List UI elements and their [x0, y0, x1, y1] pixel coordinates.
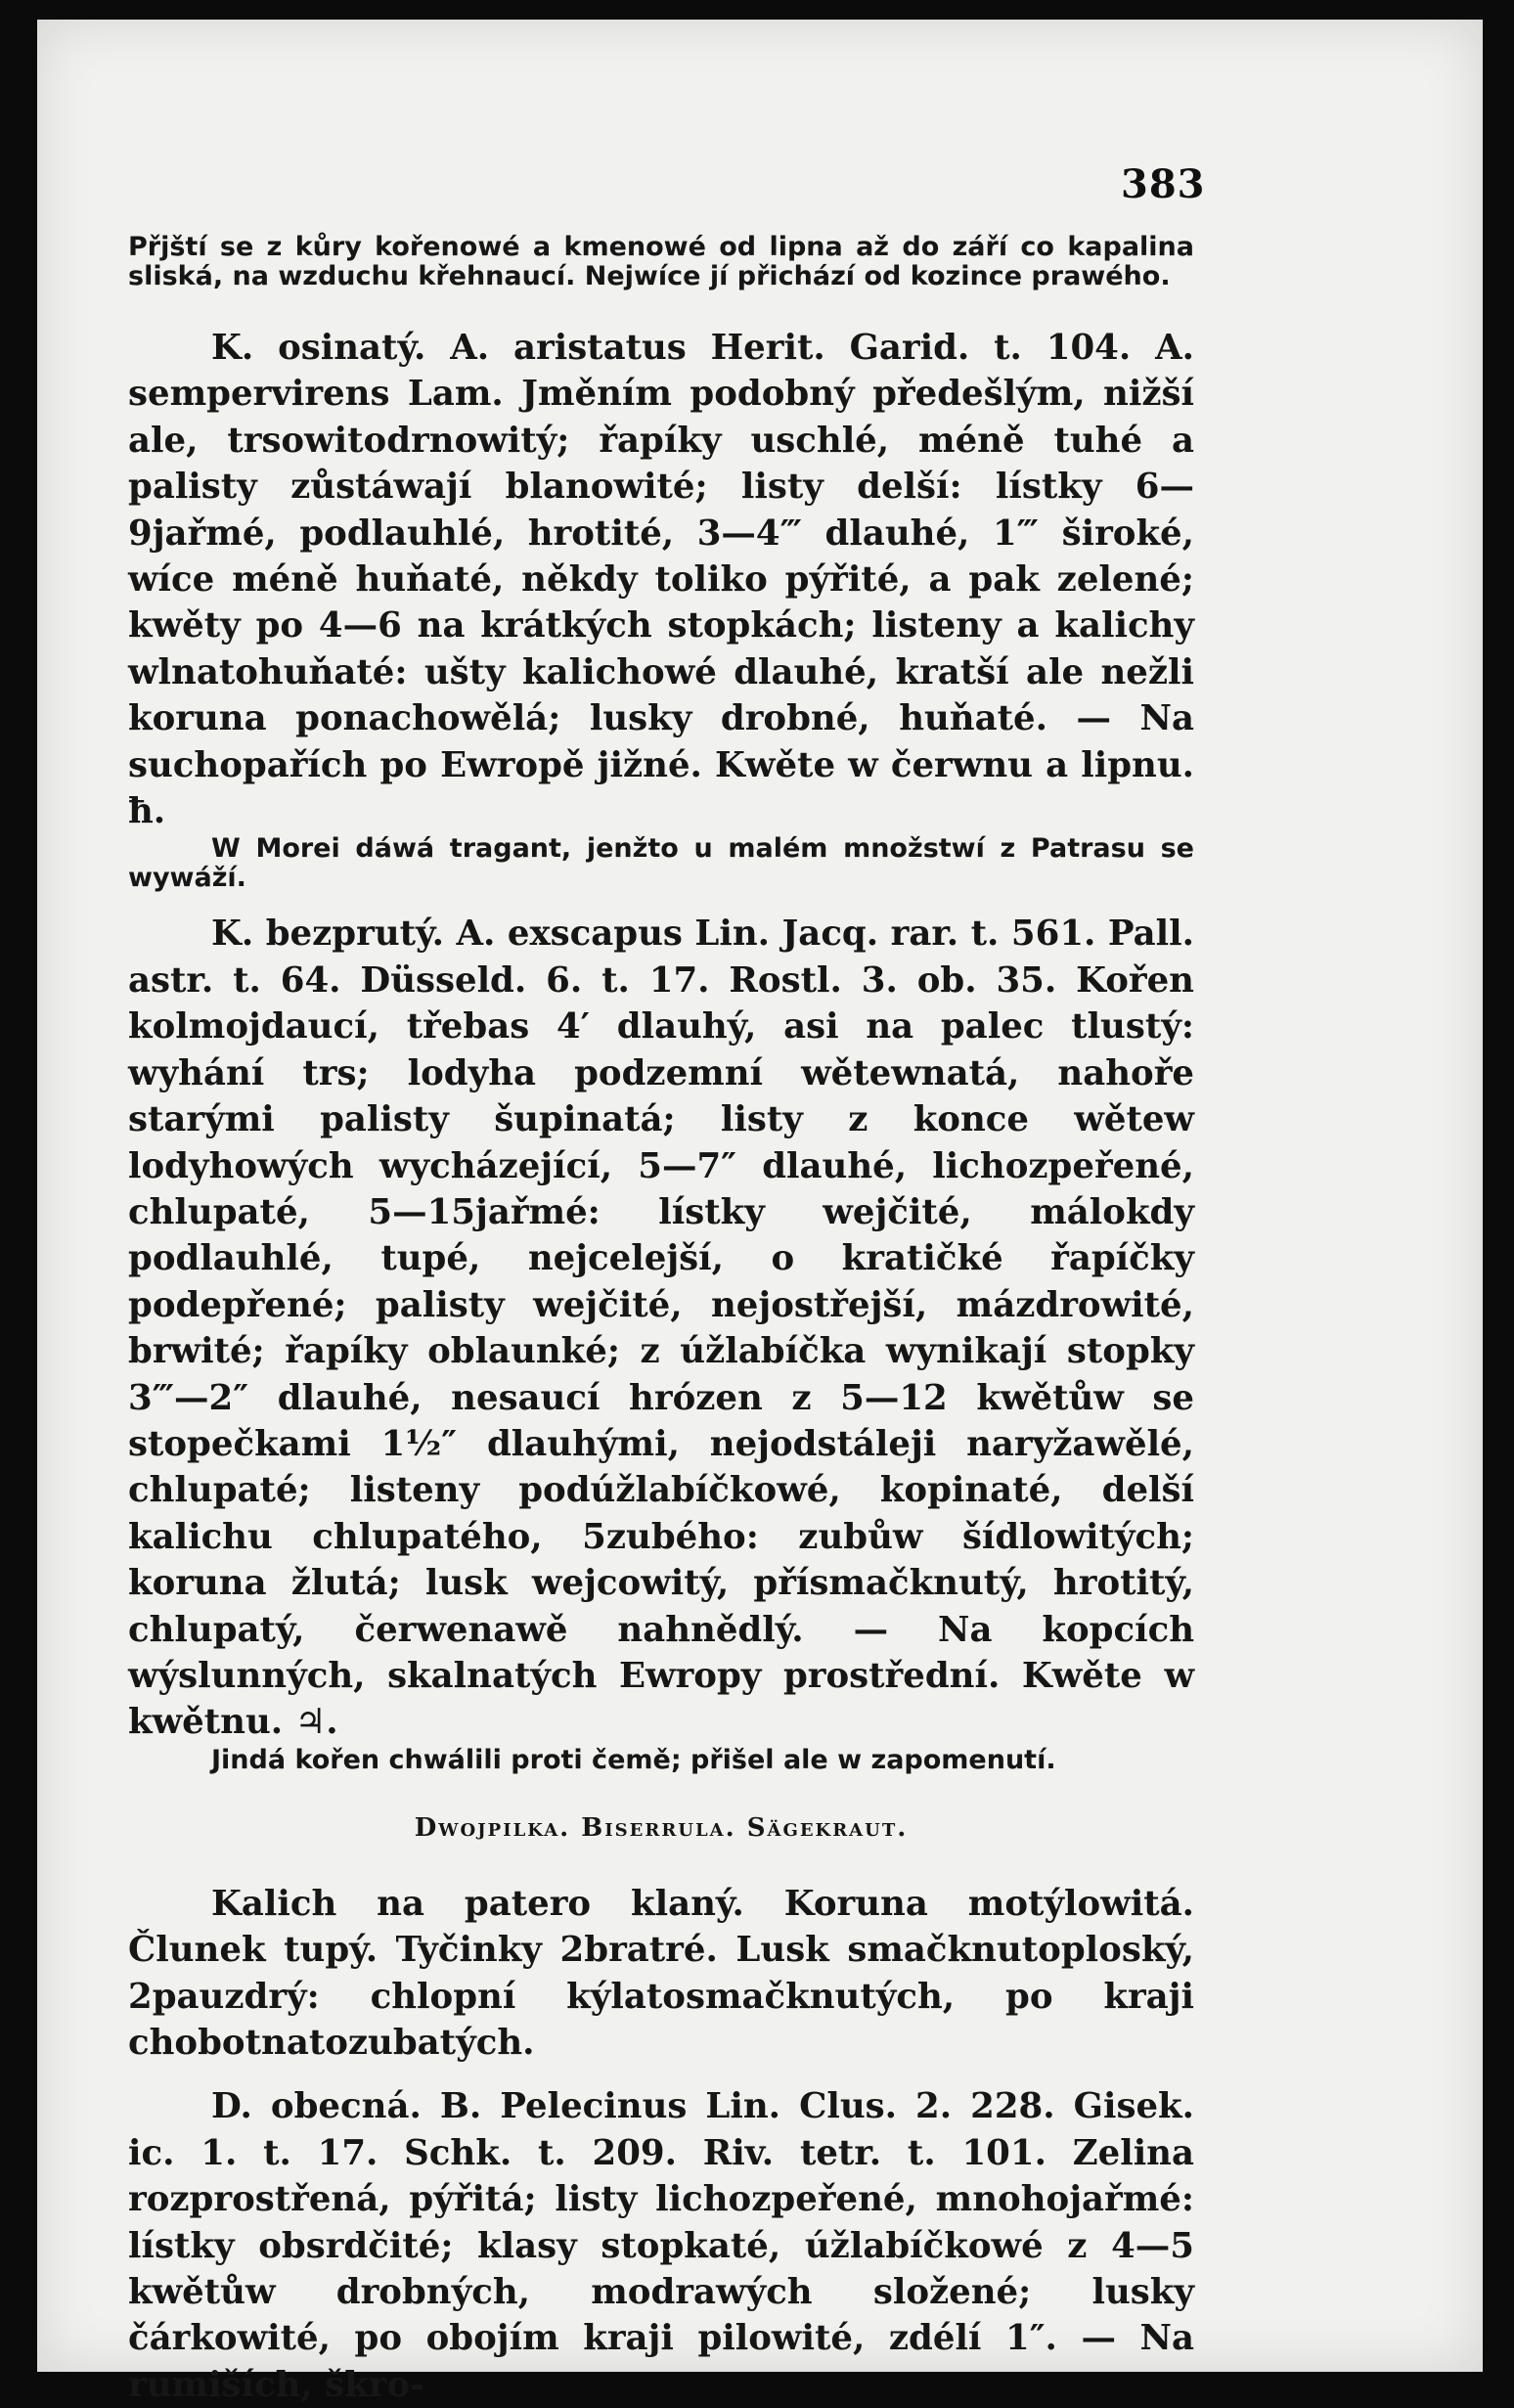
- page-text: [128, 233, 1194, 2408]
- book-page: [37, 20, 1483, 2405]
- genus-description: Kalich na patero klaný. Koruna motýlowitá. Člunek tupý. Tyčinky 2bratré. Lusk smačknutoploský, 2pauzdrý: chlopní kýlatosmačknutých, po kraji chobotnatozubatých.: [128, 1883, 1194, 2063]
- genus-heading: Dwojpilka. Biserrula. Sägekraut.: [414, 1812, 909, 1843]
- spacer: [128, 893, 1194, 911]
- entry-astragalus-exscapus: K. bezprutý. A. exscapus Lin. Jacq. rar. t. 561. Pall. astr. t. 64. Düsseld. 6. t. 17. Rostl. 3. ob. 35. Kořen kolmojdaucí, třebas 4′ dlauhý, asi na palec tlustý: wyhání trs; lodyha podzemní wětewnatá, nahoře starými palisty šupinatá; listy z konce wětew lodyhowých wycházející, 5—7″ dlauhé, lichozpeřené, chlupaté, 5—15jařmé: lístky wejčité, málokdy podlauhlé, tupé, nejcelejší, o kratičké řapíčky podepřené; palisty wejčité, nejostřejší, mázdrowité, brwité; řapíky oblaunké; z úžlabíčka wynikají stopky 3‴—2″ dlauhé, nesaucí hrózen z 5—12 kwětůw se stopečkami 1½″ dlauhými, nejodstáleji naryžawělé, chlupaté; listeny podúžlabíčkowé, kopinaté, delší kalichu chlupatého, 5zubého: zubůw šídlowitých; koruna žlutá; lusk wejcowitý, přísmačknutý, hrotitý, chlupatý, čerwenawě nahnědlý. — Na kopcích wýslunných, skalnatých Ewropy prostřední. Kwěte w kwětnu. ♃.: [128, 914, 1194, 1743]
- page-number: 383: [1121, 161, 1206, 207]
- entry-biserrula-pelecinus: D. obecná. B. Pelecinus Lin. Clus. 2. 228. Gisek. ic. 1. t. 17. Schk. t. 209. Riv. tetr. t. 101. Zelina rozprostřená, pýřitá; listy lichozpeřené, mnohojařmé: lístky obsrdčité; klasy stopkaté, úžlabíčkowé z 4—5 kwětůw drobných, modrawých složené; lusky čárkowité, po obojím kraji pilowité, zdélí 1″. — Na rumiších, škro-: [128, 2086, 1194, 2405]
- spacer: [128, 1848, 1194, 1881]
- note-paragraph-1: Přjští se z kůry kořenowé a kmenowé od lipna až do září co kapalina sliská, na wzduchu křehnaucí. Nejwíce jí přichází od kozince prawého.: [128, 232, 1194, 291]
- entry-astragalus-aristatus: K. osinatý. A. aristatus Herit. Garid. t. 104. A. sempervirens Lam. Jměním podobný předešlým, nižší ale, trsowitodrnowitý; řapíky uschlé, méně tuhé a palisty zůstáwají blanowité; listy delší: lístky 6—9jařmé, podlauhlé, hrotité, 3—4‴ dlauhé, 1‴ široké, wíce méně huňaté, někdy toliko pýřité, a pak zelené; kwěty po 4—6 na krátkých stopkách; listeny a kalichy wlnatohuňaté: ušty kalichowé dlauhé, kratší ale nežli koruna ponachowělá; lusky drobné, huňaté. — Na suchopařích po Ewropě jižné. Kwěte w čerwnu a lipnu. ħ.: [128, 328, 1194, 832]
- note-paragraph-3: Jindá kořen chwálili proti čemě; přišel ale w zapomenutí.: [211, 1744, 1056, 1775]
- spacer: [128, 2066, 1194, 2083]
- spacer: [128, 291, 1194, 325]
- note-paragraph-2: W Morei dáwá tragant, jenžto u malém množstwí z Patrasu se wywáží.: [128, 833, 1194, 894]
- spacer: [128, 1775, 1194, 1808]
